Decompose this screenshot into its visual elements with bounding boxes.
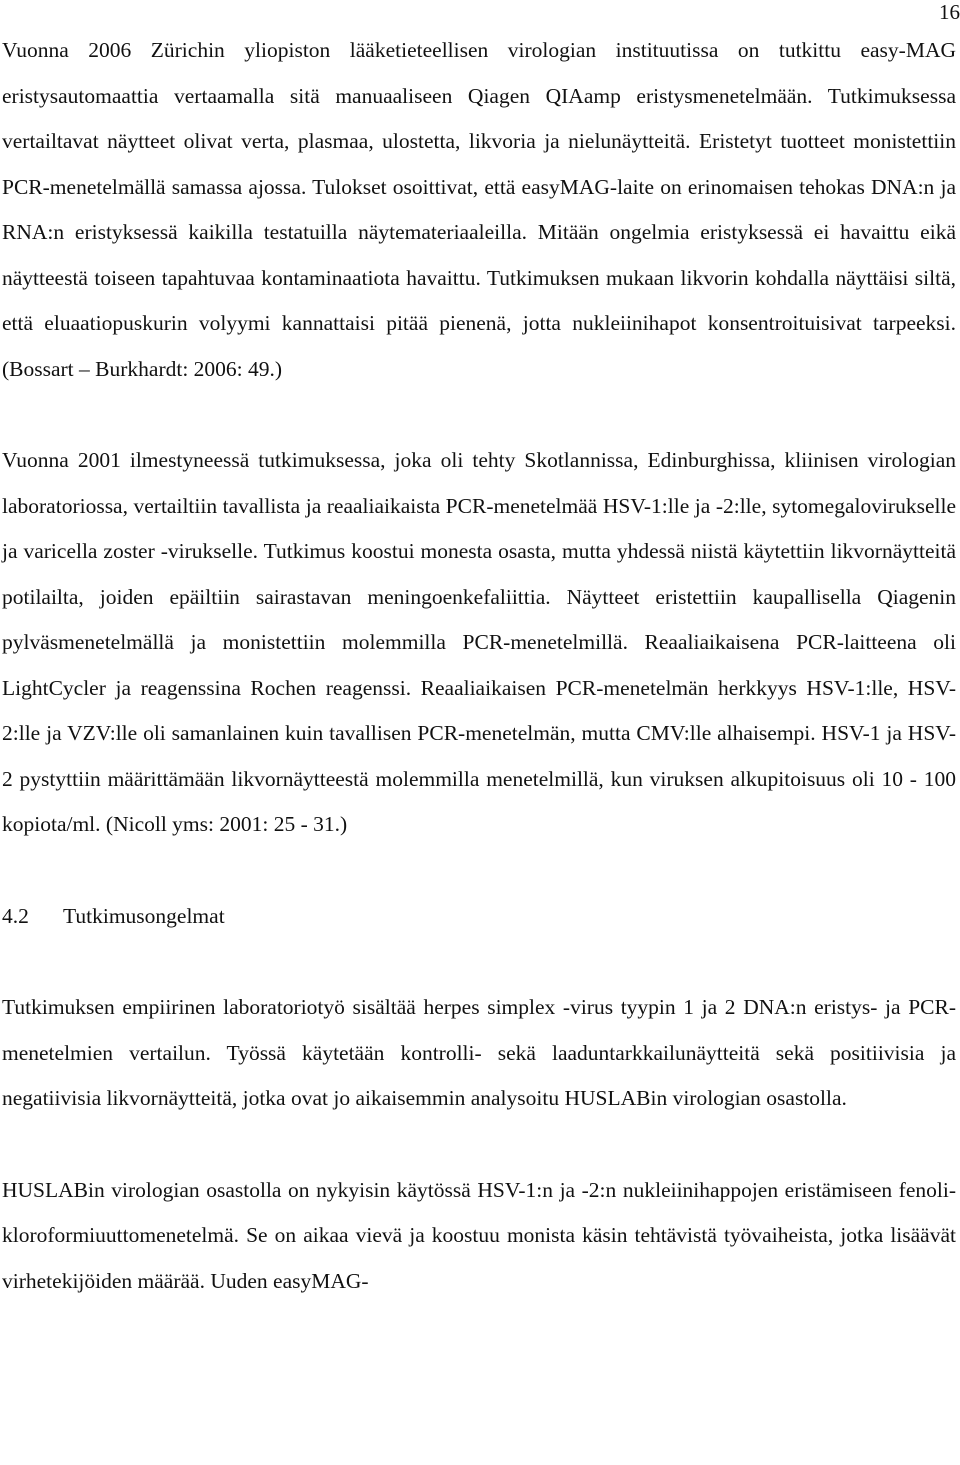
- paragraph-huslab-method: HUSLABin virologian osastolla on nykyisin käytössä HSV-1:n ja -2:n nukleiinihappojen eristämiseen fenoli-kloroformiuuttomenetelmä. Se on aikaa vievä ja koostuu monista käsin tehtävistä työvaiheista, jotka lisäävät virhetekijöiden määrää. Uuden easyMAG-: [2, 1177, 956, 1293]
- paragraph-zurich-study: Vuonna 2006 Zürichin yliopiston lääketieteellisen virologian instituutissa on tutkittu easy-MAG eristysautomaattia vertaamalla sitä manuaaliseen Qiagen QIAamp eristysmenetelmään. Tutkimuksessa vertailtavat näytteet olivat verta, plasmaa, ulostetta, likvoria ja nielunäytteitä. Eristetyt tuotteet monistettiin PCR-menetelmällä samassa ajossa. Tulokset osoittivat, että easyMAG-laite on erinomaisen tehokas DNA:n ja RNA:n eristyksessä kaikilla testatuilla näytemateriaaleilla. Mitään ongelmia eristyksessä ei havaittu eikä näytteestä toiseen tapahtuvaa kontaminaatiota havaittu. Tutkimuksen mukaan likvorin kohdalla näyttäisi siltä, että eluaatiopuskurin volyymi kannattaisi pitää pienenä, jotta nukleiinihapot konsentroituisivat tarpeeksi. (Bossart – Burkhardt: 2006: 49.): [2, 38, 956, 381]
- document-body: [2, 28, 956, 1304]
- paragraph-research-problem: Tutkimuksen empiirinen laboratoriotyö sisältää herpes simplex -virus tyypin 1 ja 2 DNA:n eristys- ja PCR-menetelmien vertailun. Työssä käytetään kontrolli- sekä laaduntarkkailunäytteitä sekä positiivisia ja negatiivisia likvornäytteitä, jotka ovat jo aikaisemmin analysoitu HUSLABin virologian osastolla.: [2, 995, 956, 1110]
- paragraph-edinburgh-study: Vuonna 2001 ilmestyneessä tutkimuksessa, joka oli tehty Skotlannissa, Edinburghissa, kliinisen virologian laboratoriossa, vertailtiin tavallista ja reaaliaikaista PCR-menetelmää HSV-1:lle ja -2:lle, sytomegalovirukselle ja varicella zoster -virukselle. Tutkimus koostui monesta osasta, mutta yhdessä niistä käytettiin likvornäytteitä potilailta, joiden epäiltiin sairastavan meningoenkefaliittia. Näytteet eristettiin kaupallisella Qiagenin pylväsmenetelmällä ja monistettiin molemmilla PCR-menetelmillä. Reaaliaikaisena PCR-laitteena oli LightCycler ja reagenssina Rochen reagenssi. Reaaliaikaisen PCR-menetelmän herkkyys HSV-1:lle, HSV-2:lle ja VZV:lle oli samanlainen kuin tavallisen PCR-menetelmän, mutta CMV:lle alhaisempi. HSV-1 ja HSV-2 pystyttiin määrittämään likvornäytteestä molemmilla menetelmillä, kun viruksen alkupitoisuus oli 10 - 100 kopiota/ml. (Nicoll yms: 2001: 25 - 31.): [2, 448, 956, 836]
- section-title: Tutkimusongelmat: [63, 903, 225, 928]
- section-heading: [2, 894, 956, 940]
- section-number: 4.2: [2, 903, 29, 928]
- page-number: 16: [939, 0, 960, 24]
